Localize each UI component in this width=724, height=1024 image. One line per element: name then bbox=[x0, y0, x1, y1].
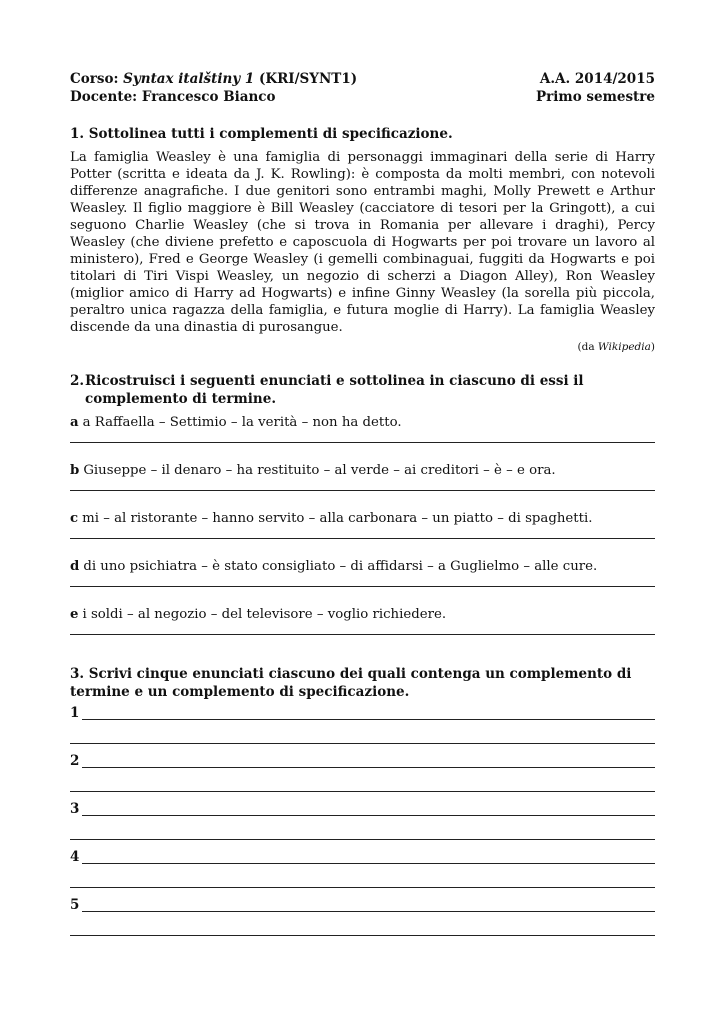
slot-number: 1 bbox=[70, 705, 80, 721]
semester: Primo semestre bbox=[536, 89, 655, 105]
exercise-3-slots bbox=[70, 701, 655, 941]
exercise-2-item bbox=[70, 504, 655, 552]
answer-line[interactable] bbox=[82, 863, 655, 864]
slot-number: 2 bbox=[70, 753, 80, 769]
item-text: i soldi – al negozio – del televisore – voglio richiedere. bbox=[82, 607, 447, 622]
teacher: Docente: Francesco Bianco bbox=[70, 89, 276, 105]
item-text: mi – al ristorante – hanno servito – alla carbonara – un piatto – di spaghetti. bbox=[82, 511, 593, 526]
exercise-2-item bbox=[70, 600, 655, 648]
item-text: a Raffaella – Settimio – la verità – non ha detto. bbox=[82, 415, 402, 430]
item-letter: e bbox=[70, 607, 79, 622]
answer-line[interactable] bbox=[70, 839, 655, 840]
answer-line[interactable] bbox=[82, 911, 655, 912]
exercise-2-item bbox=[70, 552, 655, 600]
exercise-1-paragraph: La famiglia Weasley è una famiglia di personaggi immaginari della serie di Harry Potter (scritta e ideata da J. K. Rowling): è composta da molti membri, con notevoli differenze anagrafiche. I due genitori sono entrambi maghi, Molly Prewett e Arthur Weasley. Il figlio maggiore è Bill Weasley (cacciatore di tesori per la Gringott), a cui seguono Charlie Weasley (che si trova in Romania per allevare i draghi), Percy Weasley (che diviene prefetto e caposcuola di Hogwarts per poi trovare un lavoro al ministero), Fred e George Weasley (i gemelli combinaguai, fuggiti da Hogwarts e poi titolari di Tiri Vispi Weasley, un negozio di scherzi a Diagon Alley), Ron Weasley (miglior amico di Harry ad Hogwarts) e infine Ginny Weasley (la sorella più piccola, peraltro unica ragazza della famiglia, e futura moglie di Harry). La famiglia Weasley discende da una dinastia di purosangue. bbox=[70, 150, 655, 335]
exercise-2-title bbox=[70, 372, 655, 408]
exercise-3-slot bbox=[70, 797, 655, 845]
header-row-2 bbox=[70, 88, 655, 106]
answer-line[interactable] bbox=[82, 815, 655, 816]
slot-number: 4 bbox=[70, 849, 80, 865]
answer-line[interactable] bbox=[82, 767, 655, 768]
exercise-2-item bbox=[70, 456, 655, 504]
course-code: (KRI/SYNT1) bbox=[258, 71, 358, 87]
item-letter: b bbox=[70, 463, 80, 478]
item-letter: c bbox=[70, 511, 79, 526]
answer-line[interactable] bbox=[70, 634, 655, 635]
course-name: Syntax italštiny 1 bbox=[123, 71, 255, 87]
exercise-3-slot bbox=[70, 845, 655, 893]
item-text: di uno psichiatra – è stato consigliato – di affidarsi – a Guglielmo – alle cure. bbox=[83, 559, 598, 574]
answer-line[interactable] bbox=[70, 935, 655, 936]
exercise-1-title: 1. Sottolinea tutti i complementi di specificazione. bbox=[70, 126, 453, 142]
answer-line[interactable] bbox=[82, 719, 655, 720]
worksheet-page bbox=[70, 70, 655, 941]
answer-line[interactable] bbox=[70, 538, 655, 539]
answer-line[interactable] bbox=[70, 791, 655, 792]
exercise-2-number: 2. bbox=[70, 373, 85, 389]
exercise-2-instruction: Ricostruisci i seguenti enunciati e sottolinea in ciascuno di essi il complemento di termine. bbox=[85, 373, 584, 407]
course-info: Corso: Syntax italštiny 1 (KRI/SYNT1) bbox=[70, 71, 358, 87]
answer-line[interactable] bbox=[70, 442, 655, 443]
item-text: Giuseppe – il denaro – ha restituito – al verde – ai creditori – è – e ora. bbox=[83, 463, 556, 478]
item-letter: a bbox=[70, 415, 79, 430]
exercise-1-source: (da Wikipedia) bbox=[577, 341, 655, 353]
academic-year: A.A. 2014/2015 bbox=[539, 71, 655, 87]
source-name: Wikipedia bbox=[597, 341, 651, 353]
exercise-2-items bbox=[70, 408, 655, 648]
answer-line[interactable] bbox=[70, 743, 655, 744]
answer-line[interactable] bbox=[70, 887, 655, 888]
exercise-3-slot bbox=[70, 749, 655, 797]
item-letter: d bbox=[70, 559, 80, 574]
exercise-2-item bbox=[70, 408, 655, 456]
answer-line[interactable] bbox=[70, 490, 655, 491]
header-row-1 bbox=[70, 70, 655, 88]
slot-number: 3 bbox=[70, 801, 80, 817]
exercise-3-slot bbox=[70, 701, 655, 749]
answer-line[interactable] bbox=[70, 586, 655, 587]
exercise-3-slot bbox=[70, 893, 655, 941]
exercise-3-title: 3. Scrivi cinque enunciati ciascuno dei quali contenga un complemento di termine e un complemento di specificazione. bbox=[70, 666, 632, 700]
slot-number: 5 bbox=[70, 897, 80, 913]
